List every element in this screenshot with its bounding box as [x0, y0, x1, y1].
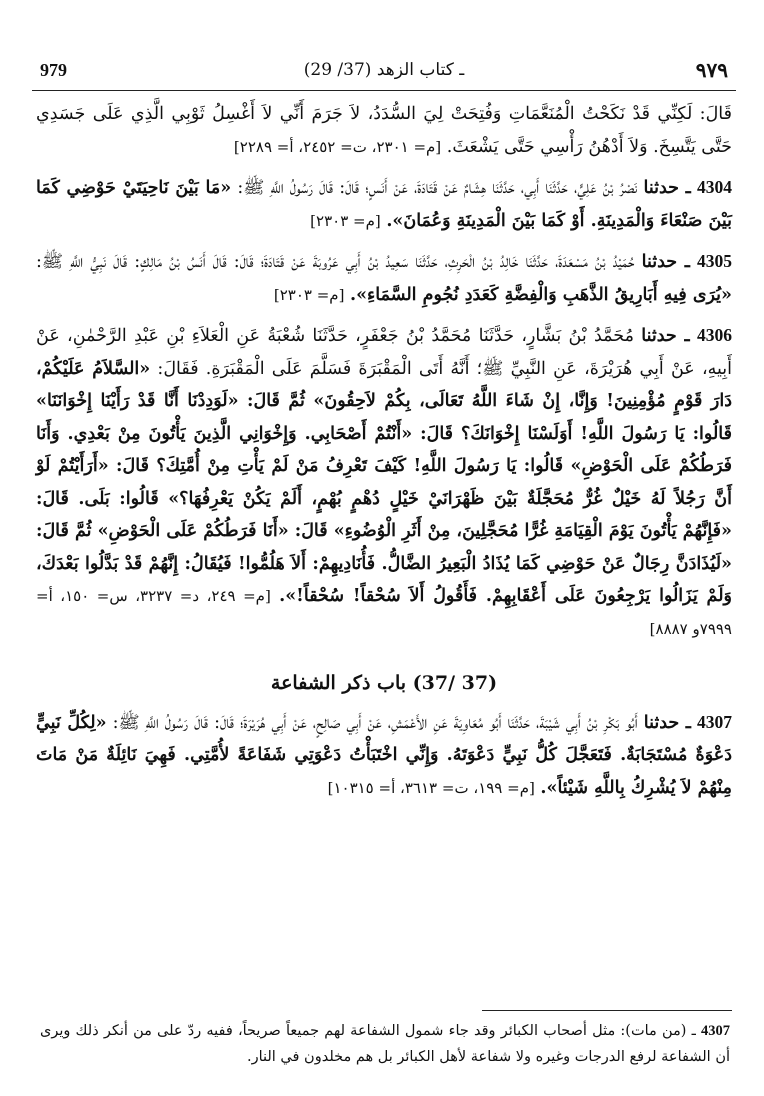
intro-reference: [م= ٢٣٠١، ت= ٢٤٥٢، أ= ٢٢٨٩]: [233, 137, 442, 156]
footnote-text: ـ (من مات): مثل أصحاب الكبائر وقد جاء شمول الشفاعة لهم جميعاً صريحاً، ففيه ردّ على من أنكر ذلك ويرى أن الشفاعة لرفع الدرجات وغيره ولا شفاعة لأهل الكبائر بل هم مخلدون في النار.: [40, 1023, 730, 1065]
hadith-4306: [36, 319, 732, 645]
footnote-number: 4307: [701, 1023, 730, 1039]
hadith-reference: [م= ٢٤٩، د= ٣٢٣٧، س= ١٥٠، أ= ٧٩٩٩و ٨٨٨٧]: [36, 587, 732, 638]
hadith-matn: «السَّلاَمُ عَلَيْكُمْ، دَارَ قَوْمٍ مُؤْمِنِينَ! وَإِنَّا، إِنْ شَاءَ اللَّهُ تَعَالَى، بِكُمْ لاَحِقُونَ» ثُمَّ قَالَ: «لَوَدِدْنَا أَنَّا قَدْ رَأَيْنَا إِخْوَانَنَا» قَالُوا: يَا رَسُولَ اللَّهِ! أَوَلَسْنَا إِخْوَانَكَ؟ قَالَ: «أَنْتُمْ أَصْحَابِي. وَإِخْوَانِي الَّذِينَ يَأْتُونَ مِنْ بَعْدِي. وَأَنَا فَرَطُكُمْ عَلَى الْحَوْضِ» قَالُوا: يَا رَسُولَ اللَّهِ! كَيْفَ تَعْرِفُ مَنْ لَمْ يَأْتِ مِنْ أُمَّتِكَ؟ قَالَ: «أَرَأَيْتُمْ لَوْ أَنَّ رَجُلاً لَهُ خَيْلٌ غُرٌّ مُحَجَّلَةٌ بَيْنَ ظَهْرَانَيْ خَيْلٍ دُهْمٍ بُهْمٍ، أَلَمْ يَكُنْ يَعْرِفُهَا؟» قَالُوا: بَلَى. قَالَ: «فَإِنَّهُمْ يَأْتُونَ يَوْمَ الْقِيَامَةِ غُرًّا مُحَجَّلِينَ، مِنْ أَثَرِ الْوُضُوءِ» قَالَ: «أَنَا فَرَطُكُمْ عَلَى الْحَوْضِ» ثُمَّ قَالَ: «لَيُذَادَنَّ رِجَالٌ عَنْ حَوْضِي كَمَا يُذَادُ الْبَعِيرُ الضَّالُّ. فَأُنَادِيهِمْ: أَلاَ هَلُمُّوا! فَيُقَالُ: إِنَّهُمْ قَدْ بَدَّلُوا بَعْدَكَ، وَلَمْ يَزَالُوا يَرْجِعُونَ عَلَى أَعْقَابِهِمْ. فَأَقُولُ أَلاَ سُحْقاً! سُحْقاً!».: [36, 358, 732, 606]
hadith-reference: [م= ١٩٩، ت= ٣٦١٣، أ= ١٠٣١٥]: [327, 778, 535, 797]
book-section-title: (29 /37) ـ كتاب الزهد: [303, 60, 465, 80]
hadith-number: 4305: [696, 251, 732, 271]
hadith-reference: [م= ٢٣٠٣]: [310, 211, 381, 230]
page-number-arabic: ٩٧٩: [695, 58, 728, 82]
hadith-matn: «لِكُلِّ نَبِيٍّ دَعْوَةٌ مُسْتَجَابَةٌ. فَتَعَجَّلَ كُلُّ نَبِيٍّ دَعْوَتَهُ. وَإِنِّي اخْتَبَأْتُ دَعْوَتِي شَفَاعَةً لأُمَّتِي. فَهِيَ نَائِلَةٌ مَنْ مَاتَ مِنْهُمْ لاَ يُشْرِكُ بِاللَّهِ شَيْئاً».: [36, 712, 732, 798]
hadith-isnad: نَصْرُ بْنُ عَلِيٍّ، حَدَّثَنَا أَبِي، حَدَّثَنَا هِشَامٌ عَنْ قَتَادَةَ، عَنْ أَنَسٍ؛ قَالَ: قَالَ رَسُولُ اللَّهِ ﷺ:: [237, 178, 638, 198]
hadith-lead: ـ حدثنا: [641, 252, 690, 272]
intro-paragraph: [36, 98, 732, 163]
hadith-lead: ـ حدثنا: [643, 712, 691, 733]
page-body: [36, 98, 732, 812]
hadith-lead: ـ حدثنا: [643, 178, 691, 198]
page-header: [32, 48, 736, 91]
hadith-number: 4306: [696, 325, 732, 345]
hadith-number: 4307: [697, 711, 732, 732]
hadith-isnad: مُحَمَّدُ بْنُ بَشَّارٍ، حَدَّثَنَا مُحَمَّدُ بْنُ جَعْفَرٍ، حَدَّثَنَا شُعْبَةُ عَنِ الْعَلاَءِ بْنِ عَبْدِ الرَّحْمٰنِ، عَنْ أَبِيهِ، عَنْ أَبِي هُرَيْرَةَ، عَنِ النَّبِيِّ ﷺ؛ أَنَّهُ أَتَى الْمَقْبَرَةَ فَسَلَّمَ عَلَى الْمَقْبَرَةِ. فَقَالَ:: [36, 326, 732, 379]
hadith-4305: [36, 245, 732, 311]
hadith-number: 4304: [696, 177, 732, 197]
hadith-lead: ـ حدثنا: [641, 326, 690, 346]
hadith-reference: [م= ٢٣٠٣]: [273, 285, 345, 304]
footnote-divider: [482, 1010, 732, 1011]
hadith-isnad: أَبُو بَكْرِ بْنُ أَبِي شَيْبَةَ، حَدَّثَنَا أَبُو مُعَاوِيَةَ عَنِ الأَعْمَشِ، عَنْ أَبِي صَالِحٍ، عَنْ أَبِي هُرَيْرَةَ؛ قَالَ: قَالَ رَسُولُ اللَّهِ ﷺ:: [112, 712, 638, 733]
hadith-4307: [36, 706, 732, 805]
hadith-matn: «يُرَى فِيهِ أَبَارِيقُ الذَّهَبِ وَالْفِضَّةِ كَعَدَدِ نُجُومِ السَّمَاءِ».: [350, 284, 732, 305]
hadith-4304: [36, 171, 732, 237]
footnote: [40, 1018, 730, 1070]
page-number-latin: 979: [40, 60, 67, 80]
hadith-isnad: حُمَيْدُ بْنُ مَسْعَدَةَ، حَدَّثَنَا خَالِدُ بْنُ الْحَرِثِ، حَدَّثَنَا سَعِيدُ بْنُ أَبِي عَرُوبَةَ عَنْ قَتَادَةَ؛ قَالَ: قَالَ أَنَسُ بْنُ مَالِكٍ: قَالَ نَبِيُّ اللَّهِ ﷺ:: [36, 252, 635, 272]
intro-text: قَالَ: لَكِنِّي قَدْ نَكَحْتُ الْمُنَعَّمَاتِ وَفُتِحَتْ لِيَ السُّدَدُ، لاَ جَرَمَ أَنِّي لاَ أَغْسِلُ ثَوْبِي الَّذِي عَلَى جَسَدِي حَتَّى يَتَّسِخَ. وَلاَ أَدْهُنُ رَأْسِي حَتَّى يَشْعَثَ.: [36, 104, 732, 157]
chapter-heading: (37 /37) باب ذكر الشفاعة: [270, 672, 498, 694]
hadith-matn: «مَا بَيْنَ نَاحِيَتَيْ حَوْضِي كَمَا بَيْنَ صَنْعَاءَ وَالْمَدِينَةِ. أَوْ كَمَا بَيْنَ الْمَدِينَةِ وَعُمَانَ».: [36, 178, 732, 231]
